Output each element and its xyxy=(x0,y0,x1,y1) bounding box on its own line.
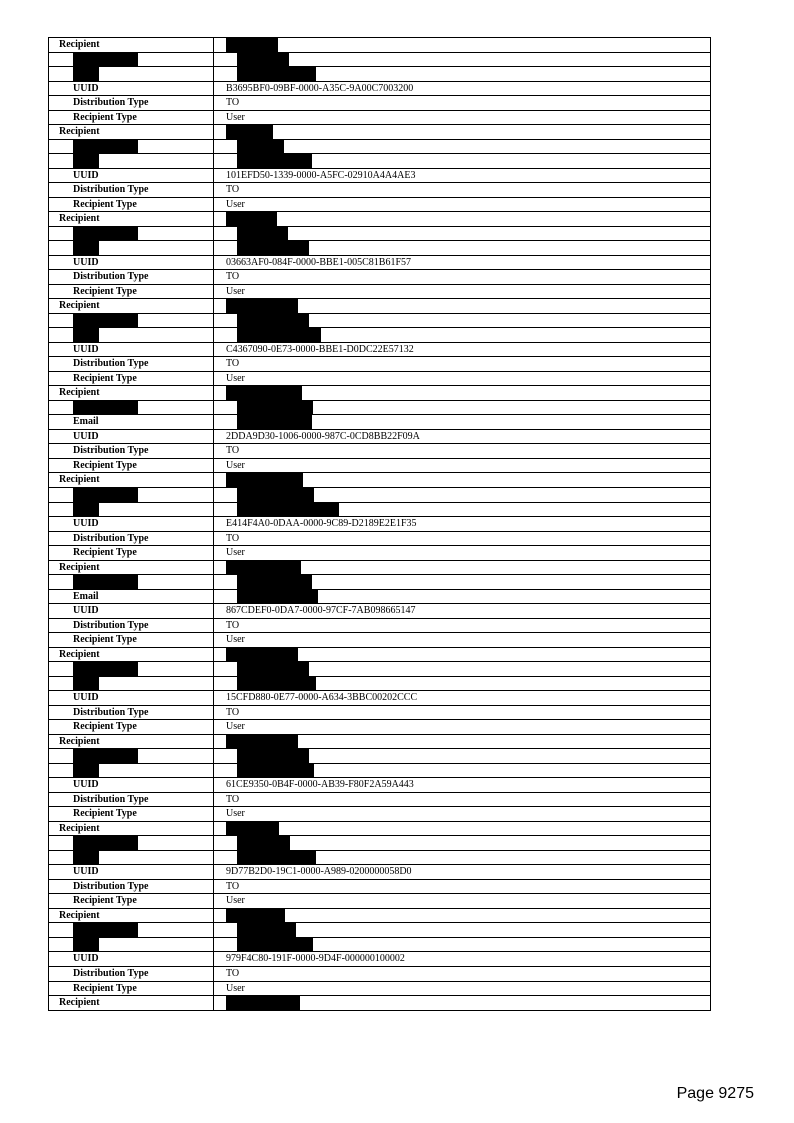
recipient-row xyxy=(48,125,711,140)
redacted-field-value xyxy=(237,851,316,865)
recipient-type-row xyxy=(48,982,711,997)
redacted-field-label xyxy=(49,154,214,168)
redacted-field-label xyxy=(49,314,214,328)
distribution-type-label: Distribution Type xyxy=(49,619,214,633)
uuid-row xyxy=(48,256,711,271)
redacted-field-value xyxy=(237,140,284,154)
distribution-type-label: Distribution Type xyxy=(49,270,214,284)
distribution-type-value: TO xyxy=(226,968,240,979)
redacted-label-block xyxy=(73,241,99,255)
redacted-field-value xyxy=(237,923,296,937)
redacted-label-block xyxy=(73,488,138,502)
recipient-type-row xyxy=(48,546,711,561)
distribution-type-row xyxy=(48,444,711,459)
recipient-subrow xyxy=(48,662,711,677)
redacted-field-value xyxy=(237,836,290,850)
recipient-type-value: User xyxy=(226,808,245,820)
redacted-recipient-name xyxy=(226,909,285,923)
uuid-row xyxy=(48,430,711,445)
redacted-recipient-name xyxy=(226,735,298,749)
redacted-label-block xyxy=(73,227,138,241)
redacted-label-block xyxy=(73,575,138,589)
recipient-subrow xyxy=(48,488,711,503)
uuid-value: 101EFD50-1339-0000-A5FC-02910A4A4AE3 xyxy=(226,169,416,181)
uuid-label: UUID xyxy=(49,82,214,96)
redacted-recipient-name xyxy=(226,386,302,400)
redacted-field-value xyxy=(237,662,309,676)
uuid-value: 03663AF0-084F-0000-BBE1-005C81B61F57 xyxy=(226,256,412,268)
recipient-type-value: User xyxy=(226,721,245,733)
recipient-type-row xyxy=(48,807,711,822)
redacted-field-label xyxy=(49,227,214,241)
distribution-type-label: Distribution Type xyxy=(49,532,214,546)
redacted-field-label xyxy=(49,836,214,850)
recipient-type-label: Recipient Type xyxy=(49,546,214,560)
recipient-subrow xyxy=(48,575,711,590)
recipient-label: Recipient xyxy=(49,909,214,923)
recipient-subrow xyxy=(48,314,711,329)
redacted-field-label xyxy=(49,938,214,952)
recipient-subrow xyxy=(48,938,711,953)
redacted-label-block xyxy=(73,662,138,676)
redacted-label-block xyxy=(73,401,138,415)
recipient-type-label: Recipient Type xyxy=(49,285,214,299)
redacted-label-block xyxy=(73,154,99,168)
redacted-field-value xyxy=(237,677,316,691)
redacted-field-label xyxy=(49,488,214,502)
redacted-field-value xyxy=(237,749,309,763)
uuid-label: UUID xyxy=(49,430,214,444)
recipient-label: Recipient xyxy=(49,386,214,400)
redacted-label-block xyxy=(73,938,99,952)
redacted-field-label xyxy=(49,241,214,255)
redacted-recipient-name xyxy=(226,212,277,226)
recipient-row xyxy=(48,822,711,837)
distribution-type-label: Distribution Type xyxy=(49,96,214,110)
recipient-subrow xyxy=(48,851,711,866)
uuid-row xyxy=(48,169,711,184)
redacted-field-value xyxy=(237,241,309,255)
redacted-recipient-name xyxy=(226,996,300,1010)
distribution-type-value: TO xyxy=(226,619,240,631)
redacted-label-block xyxy=(73,851,99,865)
distribution-type-label: Distribution Type xyxy=(49,880,214,894)
recipient-row xyxy=(48,996,711,1011)
redacted-field-label xyxy=(49,923,214,937)
distribution-type-row xyxy=(48,619,711,634)
redacted-field-value xyxy=(237,503,339,517)
redacted-label-block xyxy=(73,67,99,81)
redacted-label-block xyxy=(73,140,138,154)
recipient-subrow xyxy=(48,503,711,518)
redacted-field-value xyxy=(237,328,321,342)
recipient-type-row xyxy=(48,111,711,126)
recipient-label: Recipient xyxy=(49,996,214,1010)
recipient-subrow xyxy=(48,401,711,416)
recipient-row xyxy=(48,386,711,401)
distribution-type-row xyxy=(48,706,711,721)
recipient-label: Recipient xyxy=(49,473,214,487)
redacted-field-label xyxy=(49,677,214,691)
uuid-label: UUID xyxy=(49,343,214,357)
distribution-type-row xyxy=(48,880,711,895)
recipient-label: Recipient xyxy=(49,822,214,836)
recipient-subrow xyxy=(48,590,711,605)
distribution-type-label: Distribution Type xyxy=(49,357,214,371)
recipient-type-label: Recipient Type xyxy=(49,633,214,647)
redacted-field-label xyxy=(49,401,214,415)
redacted-field-value xyxy=(237,590,318,604)
recipient-type-value: User xyxy=(226,634,245,646)
recipient-label: Recipient xyxy=(49,648,214,662)
redacted-recipient-name xyxy=(226,561,301,575)
uuid-label: UUID xyxy=(49,604,214,618)
redacted-field-value xyxy=(237,53,289,67)
recipient-label: Recipient xyxy=(49,299,214,313)
redacted-field-label xyxy=(49,662,214,676)
distribution-type-value: TO xyxy=(226,793,240,805)
recipient-type-row xyxy=(48,720,711,735)
recipient-type-value: User xyxy=(226,459,245,471)
recipient-subrow xyxy=(48,227,711,242)
redacted-label-block xyxy=(73,53,138,67)
redacted-field-value xyxy=(237,488,314,502)
recipient-label: Recipient xyxy=(49,735,214,749)
redacted-field-label xyxy=(49,53,214,67)
distribution-type-row xyxy=(48,183,711,198)
recipient-type-value: User xyxy=(226,895,245,907)
recipient-label: Recipient xyxy=(49,38,214,52)
redacted-label-block xyxy=(73,923,138,937)
redacted-recipient-name xyxy=(226,299,298,313)
redacted-field-label xyxy=(49,328,214,342)
recipient-subrow xyxy=(48,67,711,82)
distribution-type-value: TO xyxy=(226,445,240,457)
redacted-field-label xyxy=(49,851,214,865)
recipient-subrow xyxy=(48,415,711,430)
recipient-row xyxy=(48,212,711,227)
recipient-row xyxy=(48,299,711,314)
uuid-row xyxy=(48,343,711,358)
distribution-type-row xyxy=(48,967,711,982)
uuid-label: UUID xyxy=(49,952,214,966)
recipient-row xyxy=(48,909,711,924)
recipient-label: Recipient xyxy=(49,125,214,139)
redacted-field-value xyxy=(237,314,309,328)
redacted-field-label xyxy=(49,140,214,154)
recipient-type-label: Recipient Type xyxy=(49,111,214,125)
recipient-type-label: Recipient Type xyxy=(49,459,214,473)
redacted-recipient-name xyxy=(226,38,278,52)
redacted-label-block xyxy=(73,677,99,691)
recipient-label: Recipient xyxy=(49,561,214,575)
email-label: Email xyxy=(49,590,214,604)
recipient-type-value: User xyxy=(226,547,245,559)
uuid-value: 9D77B2D0-19C1-0000-A989-0200000058D0 xyxy=(226,866,412,878)
uuid-value: 15CFD880-0E77-0000-A634-3BBC00202CCC xyxy=(226,692,418,704)
distribution-type-row xyxy=(48,532,711,547)
uuid-row xyxy=(48,691,711,706)
uuid-value: B3695BF0-09BF-0000-A35C-9A00C7003200 xyxy=(226,82,414,94)
distribution-type-value: TO xyxy=(226,532,240,544)
recipient-subrow xyxy=(48,677,711,692)
uuid-label: UUID xyxy=(49,169,214,183)
recipient-type-value: User xyxy=(226,198,245,210)
redacted-recipient-name xyxy=(226,473,303,487)
distribution-type-value: TO xyxy=(226,880,240,892)
recipient-type-label: Recipient Type xyxy=(49,372,214,386)
uuid-label: UUID xyxy=(49,691,214,705)
email-label: Email xyxy=(49,415,214,429)
redacted-recipient-name xyxy=(226,648,298,662)
redacted-recipient-name xyxy=(226,822,279,836)
recipient-subrow xyxy=(48,923,711,938)
distribution-type-label: Distribution Type xyxy=(49,444,214,458)
distribution-type-value: TO xyxy=(226,184,240,196)
recipient-subrow xyxy=(48,140,711,155)
recipient-row xyxy=(48,561,711,576)
redacted-field-label xyxy=(49,764,214,778)
uuid-row xyxy=(48,604,711,619)
redacted-label-block xyxy=(73,749,138,763)
recipient-type-row xyxy=(48,372,711,387)
uuid-value: E414F4A0-0DAA-0000-9C89-D2189E2E1F35 xyxy=(226,518,417,530)
recipient-subrow xyxy=(48,53,711,68)
uuid-row xyxy=(48,865,711,880)
recipient-subrow xyxy=(48,749,711,764)
recipient-type-value: User xyxy=(226,982,245,994)
recipient-subrow xyxy=(48,764,711,779)
redacted-field-value xyxy=(237,415,312,429)
recipient-type-label: Recipient Type xyxy=(49,198,214,212)
recipient-type-value: User xyxy=(226,111,245,123)
uuid-value: 61CE9350-0B4F-0000-AB39-F80F2A59A443 xyxy=(226,779,414,791)
distribution-type-value: TO xyxy=(226,271,240,283)
uuid-value: 979F4C80-191F-0000-9D4F-000000100002 xyxy=(226,953,405,965)
redacted-field-value xyxy=(237,938,313,952)
redacted-recipient-name xyxy=(226,125,273,139)
uuid-value: C4367090-0E73-0000-BBE1-D0DC22E57132 xyxy=(226,343,414,355)
uuid-label: UUID xyxy=(49,517,214,531)
distribution-type-row xyxy=(48,270,711,285)
redacted-field-value xyxy=(237,575,312,589)
recipient-row xyxy=(48,648,711,663)
recipient-type-row xyxy=(48,894,711,909)
recipient-type-row xyxy=(48,285,711,300)
redacted-label-block xyxy=(73,328,99,342)
recipient-type-row xyxy=(48,459,711,474)
recipient-type-row xyxy=(48,198,711,213)
uuid-row xyxy=(48,517,711,532)
uuid-label: UUID xyxy=(49,778,214,792)
page-number: Page 9275 xyxy=(676,1085,754,1102)
recipient-type-row xyxy=(48,633,711,648)
distribution-type-row xyxy=(48,96,711,111)
redacted-field-label xyxy=(49,67,214,81)
distribution-type-value: TO xyxy=(226,97,240,109)
redacted-field-label xyxy=(49,575,214,589)
redacted-field-value xyxy=(237,764,314,778)
recipient-row xyxy=(48,38,711,53)
recipient-row xyxy=(48,735,711,750)
redacted-label-block xyxy=(73,836,138,850)
distribution-type-label: Distribution Type xyxy=(49,183,214,197)
redacted-field-value xyxy=(237,227,288,241)
uuid-row xyxy=(48,778,711,793)
distribution-type-label: Distribution Type xyxy=(49,967,214,981)
recipient-type-value: User xyxy=(226,285,245,297)
uuid-value: 2DDA9D30-1006-0000-987C-0CD8BB22F09A xyxy=(226,430,420,442)
redacted-field-value xyxy=(237,67,316,81)
distribution-type-label: Distribution Type xyxy=(49,793,214,807)
uuid-value: 867CDEF0-0DA7-0000-97CF-7AB098665147 xyxy=(226,605,416,617)
redacted-label-block xyxy=(73,503,99,517)
recipient-type-label: Recipient Type xyxy=(49,720,214,734)
redacted-field-label xyxy=(49,749,214,763)
recipient-type-label: Recipient Type xyxy=(49,807,214,821)
recipient-table xyxy=(48,37,711,1011)
redacted-field-value xyxy=(237,401,313,415)
uuid-row xyxy=(48,952,711,967)
redacted-label-block xyxy=(73,314,138,328)
recipient-type-label: Recipient Type xyxy=(49,982,214,996)
recipient-subrow xyxy=(48,836,711,851)
recipient-type-label: Recipient Type xyxy=(49,894,214,908)
redacted-label-block xyxy=(73,764,99,778)
recipient-row xyxy=(48,473,711,488)
recipient-subrow xyxy=(48,241,711,256)
redacted-field-value xyxy=(237,154,312,168)
distribution-type-row xyxy=(48,357,711,372)
distribution-type-value: TO xyxy=(226,706,240,718)
redacted-field-label xyxy=(49,503,214,517)
uuid-row xyxy=(48,82,711,97)
uuid-label: UUID xyxy=(49,865,214,879)
distribution-type-row xyxy=(48,793,711,808)
distribution-type-value: TO xyxy=(226,358,240,370)
distribution-type-label: Distribution Type xyxy=(49,706,214,720)
recipient-label: Recipient xyxy=(49,212,214,226)
recipient-type-value: User xyxy=(226,372,245,384)
uuid-label: UUID xyxy=(49,256,214,270)
recipient-subrow xyxy=(48,154,711,169)
recipient-subrow xyxy=(48,328,711,343)
